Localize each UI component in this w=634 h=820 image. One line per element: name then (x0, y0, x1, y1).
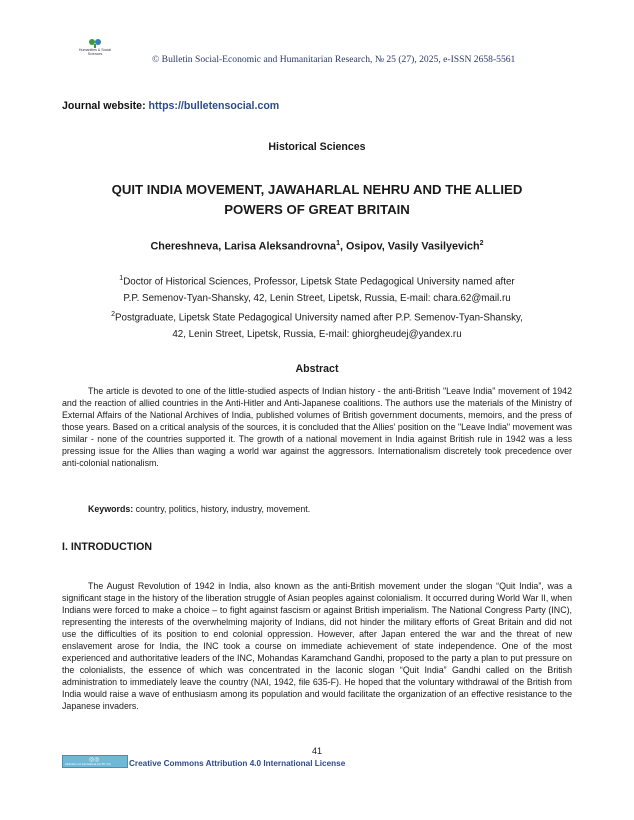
author-separator: , (339, 240, 346, 253)
article-title-line1: QUIT INDIA MOVEMENT, JAWAHARLAL NEHRU AND THE ALLIED (111, 182, 523, 197)
author-1: Chereshneva, Larisa Aleksandrovna (150, 240, 337, 253)
journal-website-line (62, 100, 279, 112)
author-2-sup: 2 (479, 240, 484, 247)
section-label: Historical Sciences (268, 141, 366, 153)
page-number: 41 (311, 746, 322, 756)
abstract-heading: Abstract (295, 363, 339, 375)
author-2: Osipov, Vasily Vasilyevich (345, 240, 480, 253)
abstract-text: The article is devoted to one of the little-studied aspects of Indian history - the anti-British "Leave India" movement of 1942 and the reaction of allied countries in the Anti-Hitler and Anti-Japanese coalitions. The authors use the materials of the Ministry of External Affairs of the National Archives of India, published volumes of British government documents, memoirs, and the press of those years. Based on a critical analysis of the sources, it is concluded that the Allies' position on the "Leave India" movement was similar - none of the countries supported it. The growth of a national movement in India against British rule in 1942 was a less pressing issue for the Allies than waging a world war against the aggressors. Internationalism discretely took precedence over anti-colonial nationalism. (62, 386, 572, 468)
keywords-line (88, 504, 310, 514)
affiliation-1-line1: Doctor of Historical Sciences, Professor, Lipetsk State Pedagogical University named after (123, 276, 515, 288)
keywords-label: Keywords: (88, 504, 134, 514)
affiliation-1-sup: 1 (119, 275, 124, 282)
affiliation-2-sup: 2 (111, 311, 115, 319)
affiliations (60, 271, 574, 343)
introduction-text: The August Revolution of 1942 in India, also known as the anti-British movement under the slogan “Quit India”, was a significant stage in the history of the liberation struggle of Asian peoples against colonialism. It occurred during World War II, when Indians were forced to make a choice – to fight against fascism or against British imperialism. The National Congress Party (INC), representing the interests of the overwhelming majority of Indians, did not hinder the military efforts of Great Britain and did not use the difficulties of its position to end colonial oppression. However, after Japan entered the war and the threat of new enslavement arose for India, the INC took a course on immediate achievement of state independence. One of the most experienced and authoritative leaders of the INC, Mohandas Karamchand Gandhi, proposed to the party a plan to put pressure on the colonialists, the essence of which was concentrated in the laconic slogan “Quit India” Gandhi called on the British administration to immediately leave the country (NAI, 1942, file 635-F). He hoped that the voluntary withdrawal of the British from India would raise a wave of enthusiasm among its population and would facilitate the organization of an effective resistance to the Japanese invaders. (62, 581, 572, 711)
author-1-sup: 1 (336, 240, 340, 247)
page-header (36, 38, 596, 72)
authors-line (0, 240, 634, 253)
journal-website-link[interactable]: https://bulletensocial.com (148, 100, 280, 112)
cc-license-badge[interactable] (62, 755, 128, 768)
cc-icon: ◎◎ (89, 757, 100, 763)
affiliation-1-line2: P.P. Semenov-Tyan-Shansky, 42, Lenin Street, Lipetsk, Russia, E-mail: chara.62@mail.ru (123, 292, 511, 304)
affiliation-2-line1: Postgraduate, Lipetsk State Pedagogical University named after P.P. Semenov-Tyan-Shansky, (115, 312, 523, 324)
affiliation-2-line2: 42, Lenin Street, Lipetsk, Russia, E-mail: ghiorgheudej@yandex.ru (172, 328, 462, 340)
affiliation-1 (60, 271, 574, 307)
license-link[interactable]: Creative Commons Attribution 4.0 International License (129, 759, 346, 768)
cc-badge-text: Attribution 4.0 International (CC BY 4.0) (65, 763, 111, 766)
keywords-text: country, politics, history, industry, movement. (133, 504, 311, 514)
journal-logo (66, 38, 124, 70)
introduction-heading: I. INTRODUCTION (62, 541, 153, 553)
article-title-line2: POWERS OF GREAT BRITAIN (224, 202, 410, 217)
logo-text-line1: Humanities & Social (78, 48, 112, 52)
logo-text-line2: Sciences (87, 52, 103, 57)
logo-emblem-icon (87, 38, 103, 48)
article-title (60, 180, 574, 220)
affiliation-2 (60, 307, 574, 343)
journal-website-label: Journal website: (62, 100, 149, 112)
header-citation: © Bulletin Social-Economic and Humanitarian Research, № 25 (27), 2025, e-ISSN 2658-5561 (152, 54, 516, 65)
